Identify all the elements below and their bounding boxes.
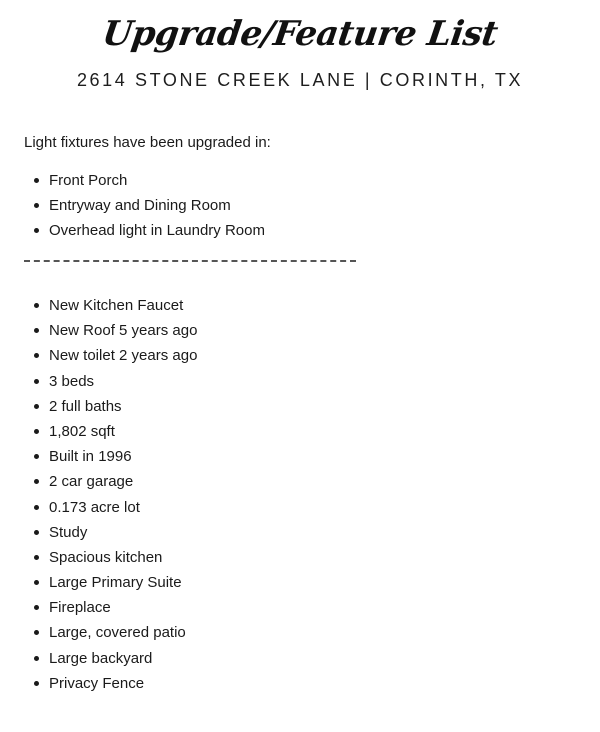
list-item-label: Privacy Fence <box>49 674 145 692</box>
list-item <box>24 595 197 620</box>
list-item-label: New toilet 2 years ago <box>49 347 198 365</box>
bullet-icon <box>34 580 39 585</box>
list-item-label: Large Primary Suite <box>49 574 182 592</box>
list-item <box>24 419 197 444</box>
page-title: Upgrade/Feature List <box>99 14 500 54</box>
bullet-icon <box>34 303 39 308</box>
bullet-icon <box>34 530 39 535</box>
list-item-label: 2 full baths <box>49 397 122 415</box>
bullet-icon <box>34 605 39 610</box>
bullet-icon <box>34 228 39 233</box>
dashed-divider <box>24 260 356 262</box>
list-item <box>24 343 197 368</box>
list-item-label: Entryway and Dining Room <box>49 197 231 215</box>
bullet-icon <box>34 479 39 484</box>
bullet-icon <box>34 379 39 384</box>
list-item <box>24 620 197 645</box>
list-item-label: Overhead light in Laundry Room <box>49 222 265 240</box>
list-item-label: 0.173 acre lot <box>49 498 140 516</box>
list-item-label: Fireplace <box>49 599 111 617</box>
list-item-label: Front Porch <box>49 172 128 189</box>
bullet-icon <box>34 505 39 510</box>
list-item-label: 1,802 sqft <box>49 422 115 440</box>
list-item <box>24 318 197 343</box>
list-item-label: New Kitchen Faucet <box>49 297 184 314</box>
bullet-icon <box>34 630 39 635</box>
list-item <box>24 293 197 318</box>
list-item-label: Large backyard <box>49 649 153 667</box>
lighting-intro: Light fixtures have been upgraded in: <box>24 134 271 151</box>
bullet-icon <box>34 454 39 459</box>
list-item-label: 2 car garage <box>49 473 134 491</box>
bullet-icon <box>34 656 39 661</box>
list-item <box>24 545 197 570</box>
list-item <box>24 646 197 671</box>
list-item <box>24 168 265 193</box>
list-item <box>24 671 197 696</box>
list-item-label: 3 beds <box>49 372 95 390</box>
list-item <box>24 495 197 520</box>
list-item-label: New Roof 5 years ago <box>49 322 198 340</box>
list-item <box>24 394 197 419</box>
bullet-icon <box>34 178 39 183</box>
bullet-icon <box>34 203 39 208</box>
bullet-icon <box>34 404 39 409</box>
bullet-icon <box>34 555 39 560</box>
lighting-upgrades-list <box>24 168 265 244</box>
property-address: 2614 STONE CREEK LANE | CORINTH, TX <box>76 70 524 90</box>
features-list <box>24 293 197 696</box>
list-item <box>24 193 265 218</box>
list-item <box>24 570 197 595</box>
bullet-icon <box>34 328 39 333</box>
list-item <box>24 218 265 243</box>
bullet-icon <box>34 353 39 358</box>
list-item-label: Large, covered patio <box>49 624 186 642</box>
list-item <box>24 520 197 545</box>
list-item-label: Study <box>49 523 88 541</box>
list-item <box>24 369 197 394</box>
bullet-icon <box>34 429 39 434</box>
list-item <box>24 469 197 494</box>
list-item-label: Built in 1996 <box>49 448 132 466</box>
list-item-label: Spacious kitchen <box>49 548 163 566</box>
list-item <box>24 444 197 469</box>
bullet-icon <box>34 681 39 686</box>
